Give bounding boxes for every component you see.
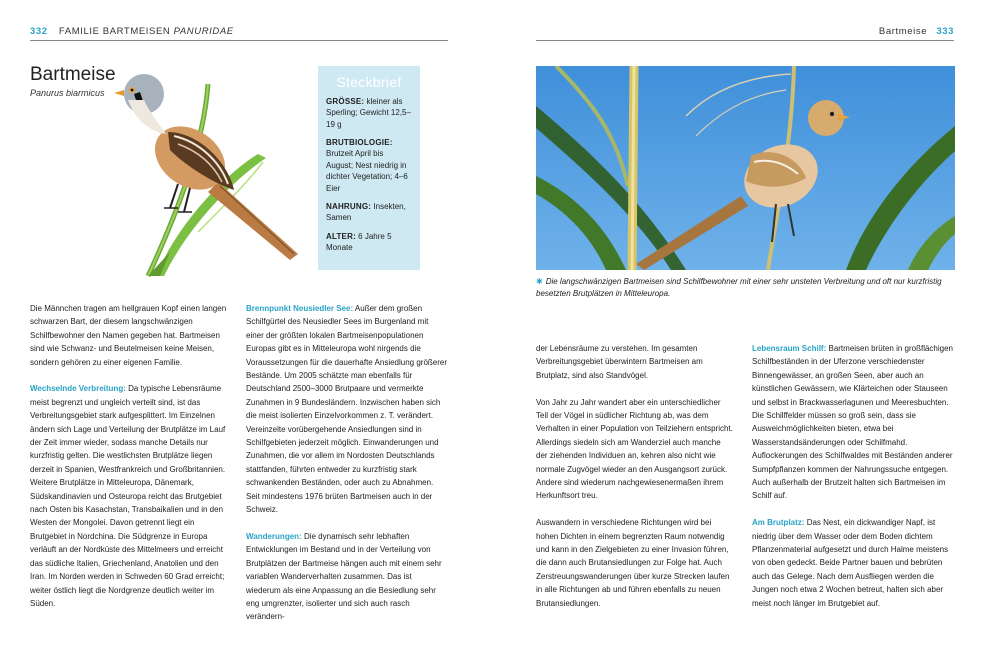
running-head-latin: PANURIDAE bbox=[173, 26, 234, 37]
species-title: Bartmeise bbox=[30, 64, 116, 85]
text-column-right-1 bbox=[536, 342, 734, 623]
caption-bullet-icon: ✱ bbox=[536, 277, 543, 286]
steckbrief-label: NAHRUNG: bbox=[326, 201, 372, 211]
section-text: Das Nest, ein dickwandiger Napf, ist niedrig über dem Wasser oder dem Boden dichtem Pflanzenmaterial aufgesetzt und durch Halme meistens von oben gedeckt. Beide Partner bauen und bebrüten auch das Gelege. Nach dem Ausfliegen werden die Jungen noch etwa 2 Wochen betreut, halten sich aber meist noch länger im Brutgebiet auf. bbox=[752, 518, 949, 608]
steckbrief-value: 6 Jahre 5 Monate bbox=[326, 231, 392, 252]
text-column-left-1 bbox=[30, 302, 230, 624]
text-column-left-2 bbox=[246, 302, 448, 637]
section-text: Die dynamisch sehr lebhaften Entwicklungen im Bestand und in der Verteilung von Brutplätzen der Bartmeise hängen auch mit einem sehr variablen Wanderverhalten zusammen. Das ist wiederum als eine Anpassung an die Besiedlung sehr eng umgrenzter, isolierter und sich auch rasch verändern- bbox=[246, 531, 442, 622]
section-heading: Am Brutplatz: bbox=[752, 518, 805, 528]
steckbrief-value: Insekten, Samen bbox=[326, 201, 406, 223]
steckbrief-item bbox=[326, 201, 412, 224]
steckbrief-item bbox=[326, 96, 412, 130]
steckbrief-label: ALTER: bbox=[326, 231, 356, 241]
section-text: Außer dem großen Schilfgürtel des Neusiedler Sees im Burgenland mit einer der größten lokalen Bartmeisenpopulationen Europas gibt es in Mitteleuropa wohl nirgends die Voraussetzungen für die dauerhafte Ansiedlung größerer Bestände. Um 2005 schätzte man ebenfalls für Deutschland 2500–3000 Brutpaare und vermerkte Zunahmen in 9 Bundesländern. Inzwischen haben sich die meist isolierten Einzelvorkommen z. T. verändert. Vereinzelte vorübergehende Ansiedlungen sind in Schilfgebieten jederzeit möglich. Einwanderungen und Zunahmen, die vor allem im Nordosten Deutschlands stattfanden, führten entweder zu kurzfristig stark schwankenden Beständen, oder auch zu Abnahmen. Seit mindestens 1976 brüten Bartmeisen auch in der Schweiz. bbox=[246, 304, 448, 515]
steckbrief-item bbox=[326, 231, 412, 254]
section-text: Bartmeisen brüten in großflächigen Schilfbeständen in der Uferzone verschiedenster Binnengewässer, an großen Seen, aber auch an künstlichen Gewässern, wie Klärteichen oder Stauseen und selbst in Brackwasserlagunen und Meeresbuchten. Die Schilffelder müssen so groß sein, dass sie Ausweichmöglichkeiten bieten, etwa bei Wasserstandsänderungen oder Schilfmahd. Auflockerungen des Schilfwaldes mit Beständen anderer Sumpfpflanzen kommen der Nahrungssuche entgegen. Auch außerhalb der Brutzeit halten sich Bartmeisen im Schilf auf. bbox=[752, 344, 953, 501]
text-column-right-2 bbox=[752, 342, 954, 624]
steckbrief-label: BRUTBIOLOGIE: bbox=[326, 138, 393, 148]
paragraph: der Lebensräume zu verstehen. Im gesamten Verbreitungsgebiet überwintern Bartmeisen am Brutplatz, sind also Standvögel. bbox=[536, 344, 703, 380]
photo-caption bbox=[536, 276, 955, 299]
caption-text: Die langschwänzigen Bartmeisen sind Schilfbewohner mit einer sehr unsteten Verbreitung und oft nur kurzfristig besetzten Brutplätzen in Mitteleuropa. bbox=[536, 277, 942, 298]
section-heading: Wechselnde Verbreitung: bbox=[30, 384, 126, 394]
section-paragraph bbox=[246, 530, 448, 624]
steckbrief-item bbox=[326, 137, 412, 194]
section-heading: Wanderungen: bbox=[246, 531, 302, 541]
paragraph: Auswandern in verschiedene Richtungen wird bei hohen Dichten in einem begrenzten Raum notwendig und kann in den Zielgebieten zu einer Invasion führen, die dann auch Brutansiedlungen zur Folge hat. Auch Zerstreuungswanderungen über kurze Strecken laufen in alle Richtungen ab und führen ebenfalls zu neuen Brutansiedlungen. bbox=[536, 518, 730, 608]
steckbrief-box bbox=[318, 66, 420, 270]
header-rule-left bbox=[30, 40, 448, 41]
steckbrief-label: GRÖSSE: bbox=[326, 97, 365, 106]
steckbrief-value: Brutzeit April bis August; Nest niedrig in dichter Vegetation; 4–6 Eier bbox=[326, 149, 408, 193]
running-head-family: FAMILIE BARTMEISEN bbox=[58, 26, 171, 37]
section-paragraph bbox=[30, 382, 230, 610]
section-paragraph bbox=[246, 302, 448, 517]
page-number-left: 332 bbox=[30, 26, 48, 37]
bird-illustration bbox=[108, 62, 308, 280]
intro-paragraph: Die Männchen tragen am hellgrauen Kopf einen langen schwarzen Bart, der diesem langschwänzigen Schilfbewohner den Namen gegeben hat. Bartmeisen sind wie Schwanz- und Beutelmeisen keine Meisen, sondern gehören zu einer eigenen Familie. bbox=[30, 304, 227, 367]
species-latin-name: Panurus biarmicus bbox=[30, 88, 105, 98]
header-rule-right bbox=[536, 40, 954, 41]
paragraph: Von Jahr zu Jahr wandert aber ein unterschiedlicher Teil der Vögel in südlicher Richtung ab, was dem Verhalten in einer Population von Teilziehern entspricht. Allerdings siedeln sich am Wanderziel auch manche der ziehenden Individuen an, kehren also nicht wie normale Zugvögel wieder an den Ausgangsort zurück. Andere sind wiederum nachgewiesenermaßen ihrem Herkunftsort treu. bbox=[536, 397, 733, 501]
bird-photo bbox=[536, 66, 955, 270]
section-text: Da typische Lebensräume meist begrenzt und ungleich verteilt sind, ist das Verbreitungsgebiet stark aufgesplittert. Im Einzelnen ändern sich Lage und Verteilung der Brutplätze im Lauf der Zeit immer wieder, sodass manche Details nur kurzfristig gelten. Die westlichsten Brutplätze liegen derzeit in Spanien, Westfrankreich und Großbritannien. Weitere Brutplätze in Mitteleuropa, Dänemark, Südskandinavien und Osteuropa reicht das Brutgebiet nach Osten bis Kasachstan, Transbaikalien und in den Westen der Mongolei. Davon getrennt liegt ein Brutgebiet in Nordchina. Die Südgrenze in Europa verläuft an der Nordküste des Mittelmeers und erreicht das südliche Italien, Griechenland, Anatolien und den Iran. Im Norden werden in Schweden 60 Grad erreicht; weiter östlich liegt die Nordgrenze deutlich weiter im Süden. bbox=[30, 384, 226, 608]
section-paragraph bbox=[752, 342, 954, 503]
running-head-left bbox=[30, 26, 234, 37]
running-head-right bbox=[879, 26, 954, 37]
right-page bbox=[492, 0, 984, 648]
section-paragraph bbox=[752, 516, 954, 610]
section-heading: Brennpunkt Neusiedler See: bbox=[246, 304, 354, 313]
section-heading: Lebensraum Schilf: bbox=[752, 344, 827, 353]
running-head-species: Bartmeise bbox=[878, 26, 928, 37]
page-number-right: 333 bbox=[936, 26, 954, 37]
steckbrief-title: Steckbrief bbox=[336, 74, 402, 90]
steckbrief-value: kleiner als Sperling; Gewicht 12,5–19 g bbox=[326, 97, 411, 129]
